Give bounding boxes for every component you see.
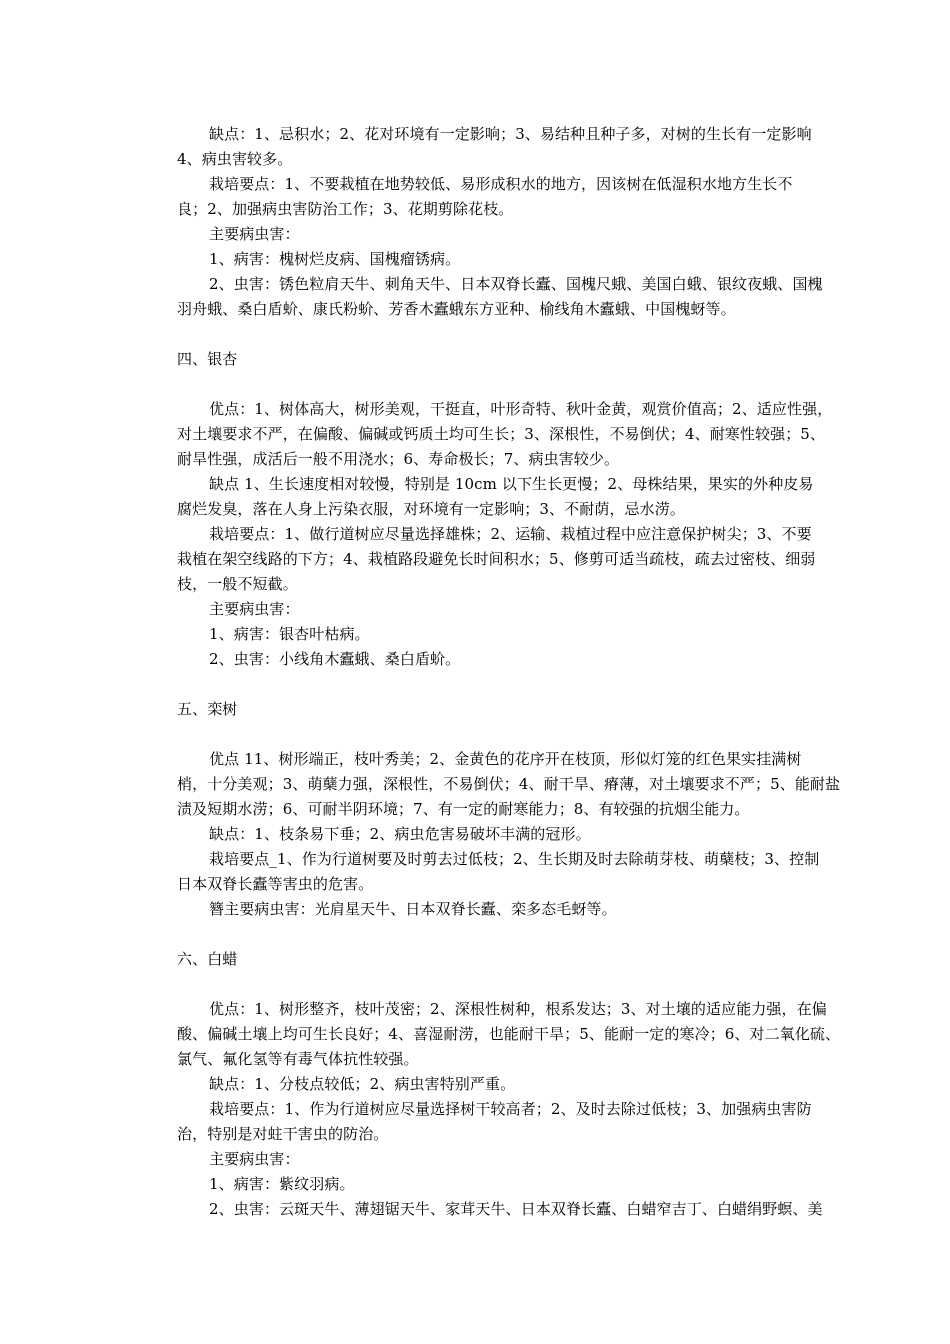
text-line: 良；2、加强病虫害防治工作；3、花期剪除花枝。 [177, 200, 514, 218]
text-line: 栽培要点：1、做行道树应尽量选择雄株；2、运输、栽植过程中应注意保护树尖；3、不要 [209, 525, 812, 543]
text-line: 日本双脊长蠹等害虫的危害。 [177, 875, 374, 893]
section-heading: 五、栾树 [177, 700, 238, 718]
paragraph [145, 1172, 810, 1197]
paragraph [145, 1097, 810, 1147]
text-line: 主要病虫害： [209, 225, 300, 243]
text-line: 优点 11、树形端正，枝叶秀美；2、金黄色的花序开在枝顶，形似灯笼的红色果实挂满树 [209, 750, 802, 768]
text-line: 腐烂发臭，落在人身上污染衣服，对环境有一定影响；3、不耐荫，忌水涝。 [177, 500, 685, 518]
section-3 [145, 122, 823, 322]
section-heading: 六、白蜡 [177, 950, 238, 968]
text-line: 2、虫害：小线角木蠹蛾、桑白盾蚧。 [209, 650, 461, 668]
section-heading: 四、银杏 [177, 350, 238, 368]
paragraph [145, 247, 810, 272]
paragraph [145, 222, 810, 247]
paragraph [145, 272, 823, 322]
paragraph [145, 1197, 823, 1222]
text-line: 4、病虫害较多。 [177, 150, 293, 168]
text-line: 主要病虫害： [209, 1150, 300, 1168]
text-line: 治，特别是对蛀干害虫的防治。 [177, 1125, 389, 1143]
text-line: 耐旱性强，成活后一般不用浇水；6、寿命极长；7、病虫害较少。 [177, 450, 620, 468]
paragraph [145, 897, 810, 922]
text-line: 羽舟蛾、桑白盾蚧、康氏粉蚧、芳香木蠹蛾东方亚种、榆线角木蠹蛾、中国槐蚜等。 [177, 300, 736, 318]
text-line: 缺点 1、生长速度相对较慢，特别是 10cm 以下生长更慢；2、母株结果，果实的外种皮易 [209, 475, 814, 493]
section-4 [145, 347, 833, 672]
text-line: 2、虫害：锈色粒肩天牛、刺角天牛、日本双脊长蠹、国槐尺蛾、美国白蛾、银纹夜蛾、国槐 [209, 275, 823, 293]
text-line: 优点：1、树形整齐，枝叶茂密；2、深根性树种，根系发达；3、对土壤的适应能力强，在偏 [209, 1000, 827, 1018]
paragraph [145, 597, 810, 622]
paragraph [145, 172, 810, 222]
paragraph [145, 847, 820, 897]
paragraph [145, 822, 810, 847]
text-line: 1、病害：银杏叶枯病。 [209, 625, 370, 643]
text-line: 主要病虫害： [209, 600, 300, 618]
text-line: 栽培要点_1、作为行道树要及时剪去过低枝；2、生长期及时去除萌芽枝、萌蘖枝；3、控制 [209, 850, 820, 868]
document-page [145, 122, 841, 1222]
text-line: 梢，十分美观；3、萌蘖力强，深根性，不易倒伏；4、耐干旱、瘠薄，对土壤要求不严；5、能耐盐 [177, 775, 841, 793]
text-line: 缺点：1、枝条易下垂；2、病虫危害易破坏丰满的冠形。 [209, 825, 591, 843]
text-line: 1、病害：槐树烂皮病、国槐瘤锈病。 [209, 250, 461, 268]
text-line: 栽培要点：1、作为行道树应尽量选择树干较高者；2、及时去除过低枝；3、加强病虫害防 [209, 1100, 812, 1118]
paragraph [145, 997, 841, 1072]
paragraph [145, 747, 841, 822]
text-line: 酸、偏碱土壤上均可生长良好；4、喜湿耐涝，也能耐干旱；5、能耐一定的寒冷；6、对二氧化硫、 [177, 1025, 841, 1043]
text-line: 氯气、氟化氢等有毒气体抗性较强。 [177, 1050, 419, 1068]
paragraph [145, 622, 810, 647]
paragraph [145, 1147, 810, 1172]
text-line: 渍及短期水涝；6、可耐半阴环境；7、有一定的耐寒能力；8、有较强的抗烟尘能力。 [177, 800, 750, 818]
text-line: 栽植在架空线路的下方；4、栽植路段避免长时间积水；5、修剪可适当疏枝，疏去过密枝、细弱 [177, 550, 816, 568]
section-5 [145, 697, 841, 922]
text-line: 对土壤要求不严，在偏酸、偏碱或钙质土均可生长；3、深根性，不易倒伏；4、耐寒性较强；5、 [177, 425, 826, 443]
text-line: 簪主要病虫害：光肩星天牛、日本双脊长蠹、栾多态毛蚜等。 [209, 900, 617, 918]
text-line: 优点：1、树体高大，树形美观，干挺直，叶形奇特、秋叶金黄，观赏价值高；2、适应性强， [209, 400, 833, 418]
text-line: 枝，一般不短截。 [177, 575, 298, 593]
section-6 [145, 947, 841, 1222]
text-line: 1、病害：紫纹羽病。 [209, 1175, 355, 1193]
paragraph [145, 397, 833, 472]
paragraph [145, 647, 810, 672]
text-line: 缺点：1、忌积水；2、花对环境有一定影响；3、易结种且种子多，对树的生长有一定影响 [209, 125, 812, 143]
text-line: 栽培要点：1、不要栽植在地势较低、易形成积水的地方，因该树在低湿积水地方生长不 [209, 175, 793, 193]
paragraph [145, 472, 814, 522]
paragraph [145, 1072, 810, 1097]
text-line: 2、虫害：云斑天牛、薄翅锯天牛、家茸天牛、日本双脊长蠹、白蜡窄吉丁、白蜡绢野螟、美 [209, 1200, 823, 1218]
text-line: 缺点：1、分枝点较低；2、病虫害特别严重。 [209, 1075, 516, 1093]
paragraph [145, 522, 816, 597]
paragraph [145, 122, 810, 172]
